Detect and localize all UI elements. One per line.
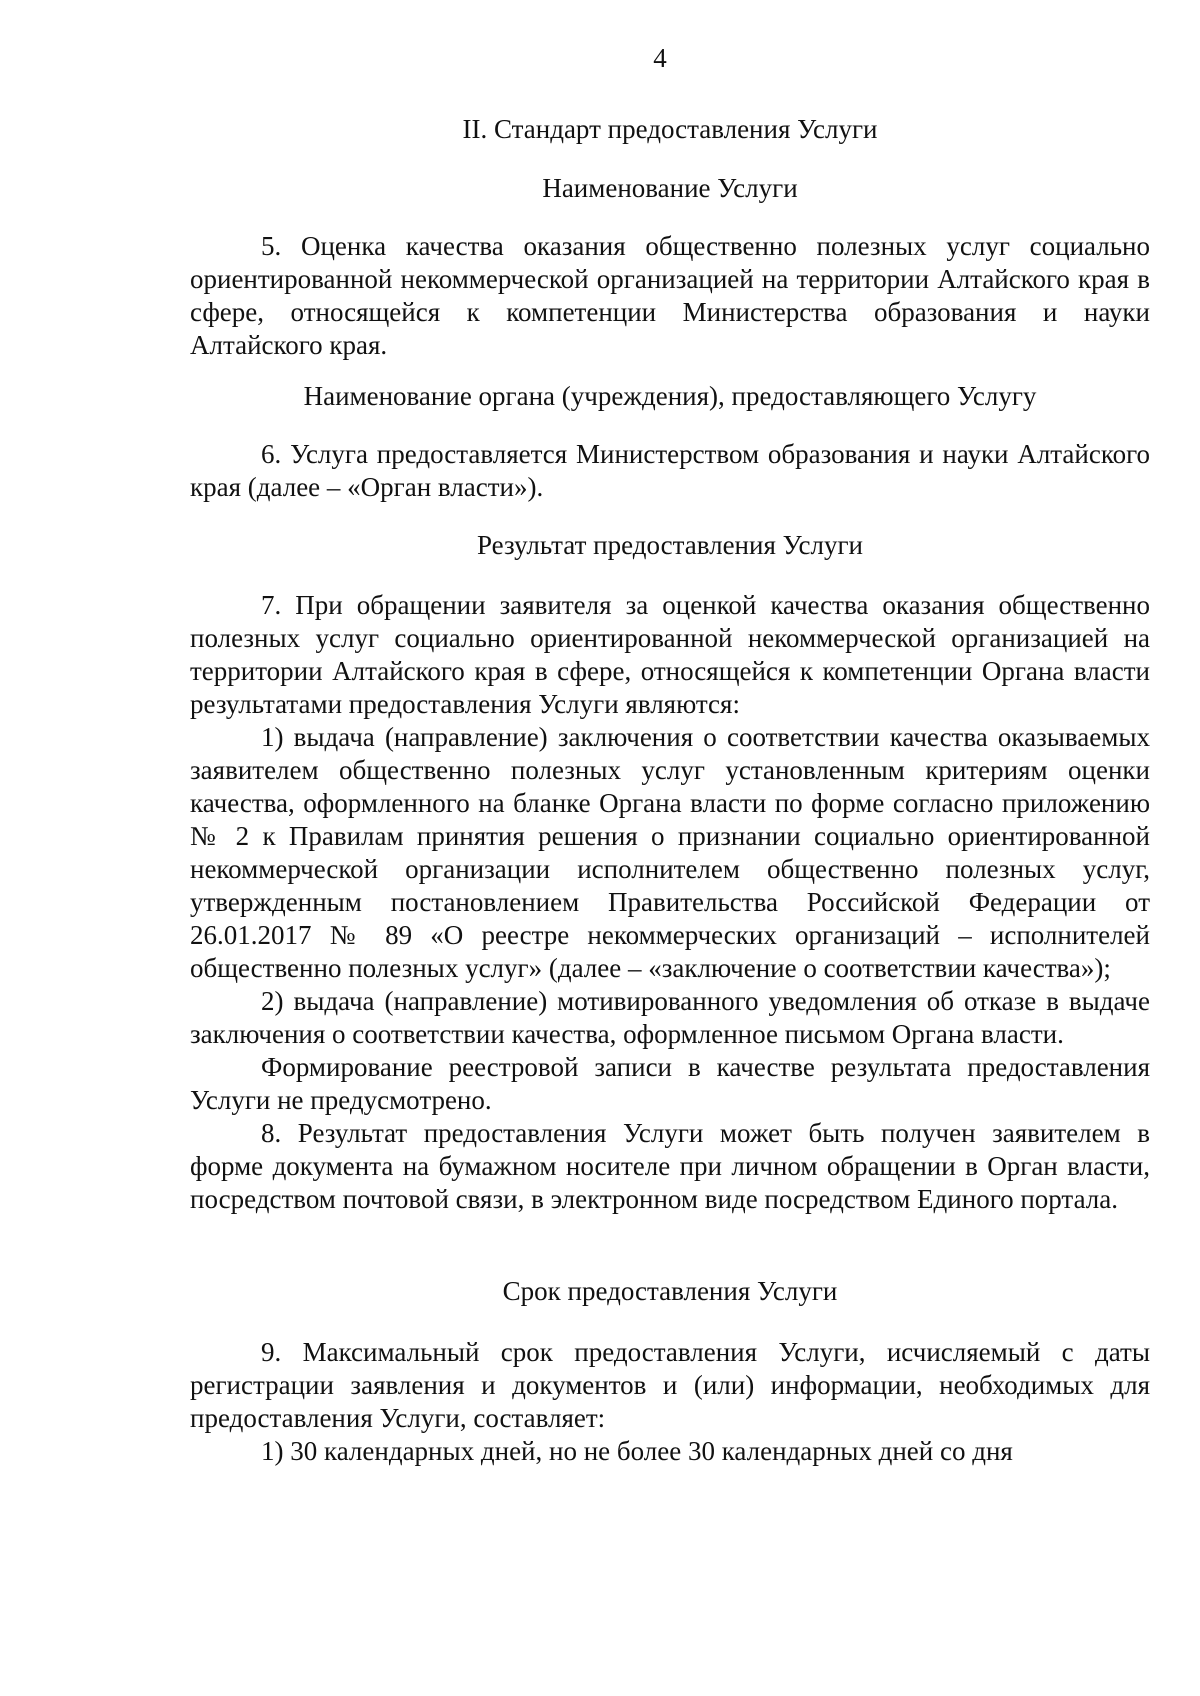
block-authority — [190, 438, 1150, 504]
paragraph-5: 5. Оценка качества оказания общественно полезных услуг социально ориентированной некоммерческой организацией на территории Алтайского края в сфере, относящейся к компетенции Министерства образования и науки Алтайского края. — [190, 231, 1150, 360]
block-result — [190, 589, 1150, 1216]
paragraph-8: 8. Результат предоставления Услуги может быть получен заявителем в форме документа на бумажном носителе при личном обращении в Орган власти, посредством почтовой связи, в электронном виде посредством Единого портала. — [190, 1118, 1150, 1214]
paragraph-6: 6. Услуга предоставляется Министерством образования и науки Алтайского края (далее – «Орган власти»). — [190, 439, 1150, 502]
paragraph-7-item-1: 1) выдача (направление) заключения о соответствии качества оказываемых заявителем общественно полезных услуг установленным критериям оценки качества, оформленного на бланке Органа власти по форме согласно приложению № 2 к Правилам принятия решения о признании социально ориентированной некоммерческой организации исполнителем общественно полезных услуг, утвержденным постановлением Правительства Российской Федерации от 26.01.2017 № 89 «О реестре некоммерческих организаций – исполнителей общественно полезных услуг» (далее – «заключение о соответствии качества»); — [190, 722, 1150, 983]
paragraph-7-item-2: 2) выдача (направление) мотивированного уведомления об отказе в выдаче заключения о соответствии качества, оформленное письмом Органа власти. — [190, 986, 1150, 1049]
paragraph-7-note: Формирование реестровой записи в качестве результата предоставления Услуги не предусмотрено. — [190, 1052, 1150, 1115]
page-number: 4 — [653, 43, 667, 73]
paragraph-9-item-1: 1) 30 календарных дней, но не более 30 календарных дней со дня — [261, 1436, 1013, 1466]
heading-authority: Наименование органа (учреждения), предоставляющего Услугу — [303, 381, 1037, 411]
heading-service-name: Наименование Услуги — [542, 173, 798, 203]
paragraph-9: 9. Максимальный срок предоставления Услуги, исчисляемый с даты регистрации заявления и документов и (или) информации, необходимых для предоставления Услуги, составляет: — [190, 1337, 1150, 1433]
heading-term: Срок предоставления Услуги — [502, 1276, 838, 1306]
block-term — [190, 1336, 1150, 1468]
paragraph-7: 7. При обращении заявителя за оценкой качества оказания общественно полезных услуг социально ориентированной некоммерческой организацией на территории Алтайского края в сфере, относящейся к компетенции Органа власти результатами предоставления Услуги являются: — [190, 590, 1150, 719]
heading-result: Результат предоставления Услуги — [477, 530, 863, 560]
section-title: II. Стандарт предоставления Услуги — [462, 114, 878, 144]
block-service-name — [190, 230, 1150, 362]
